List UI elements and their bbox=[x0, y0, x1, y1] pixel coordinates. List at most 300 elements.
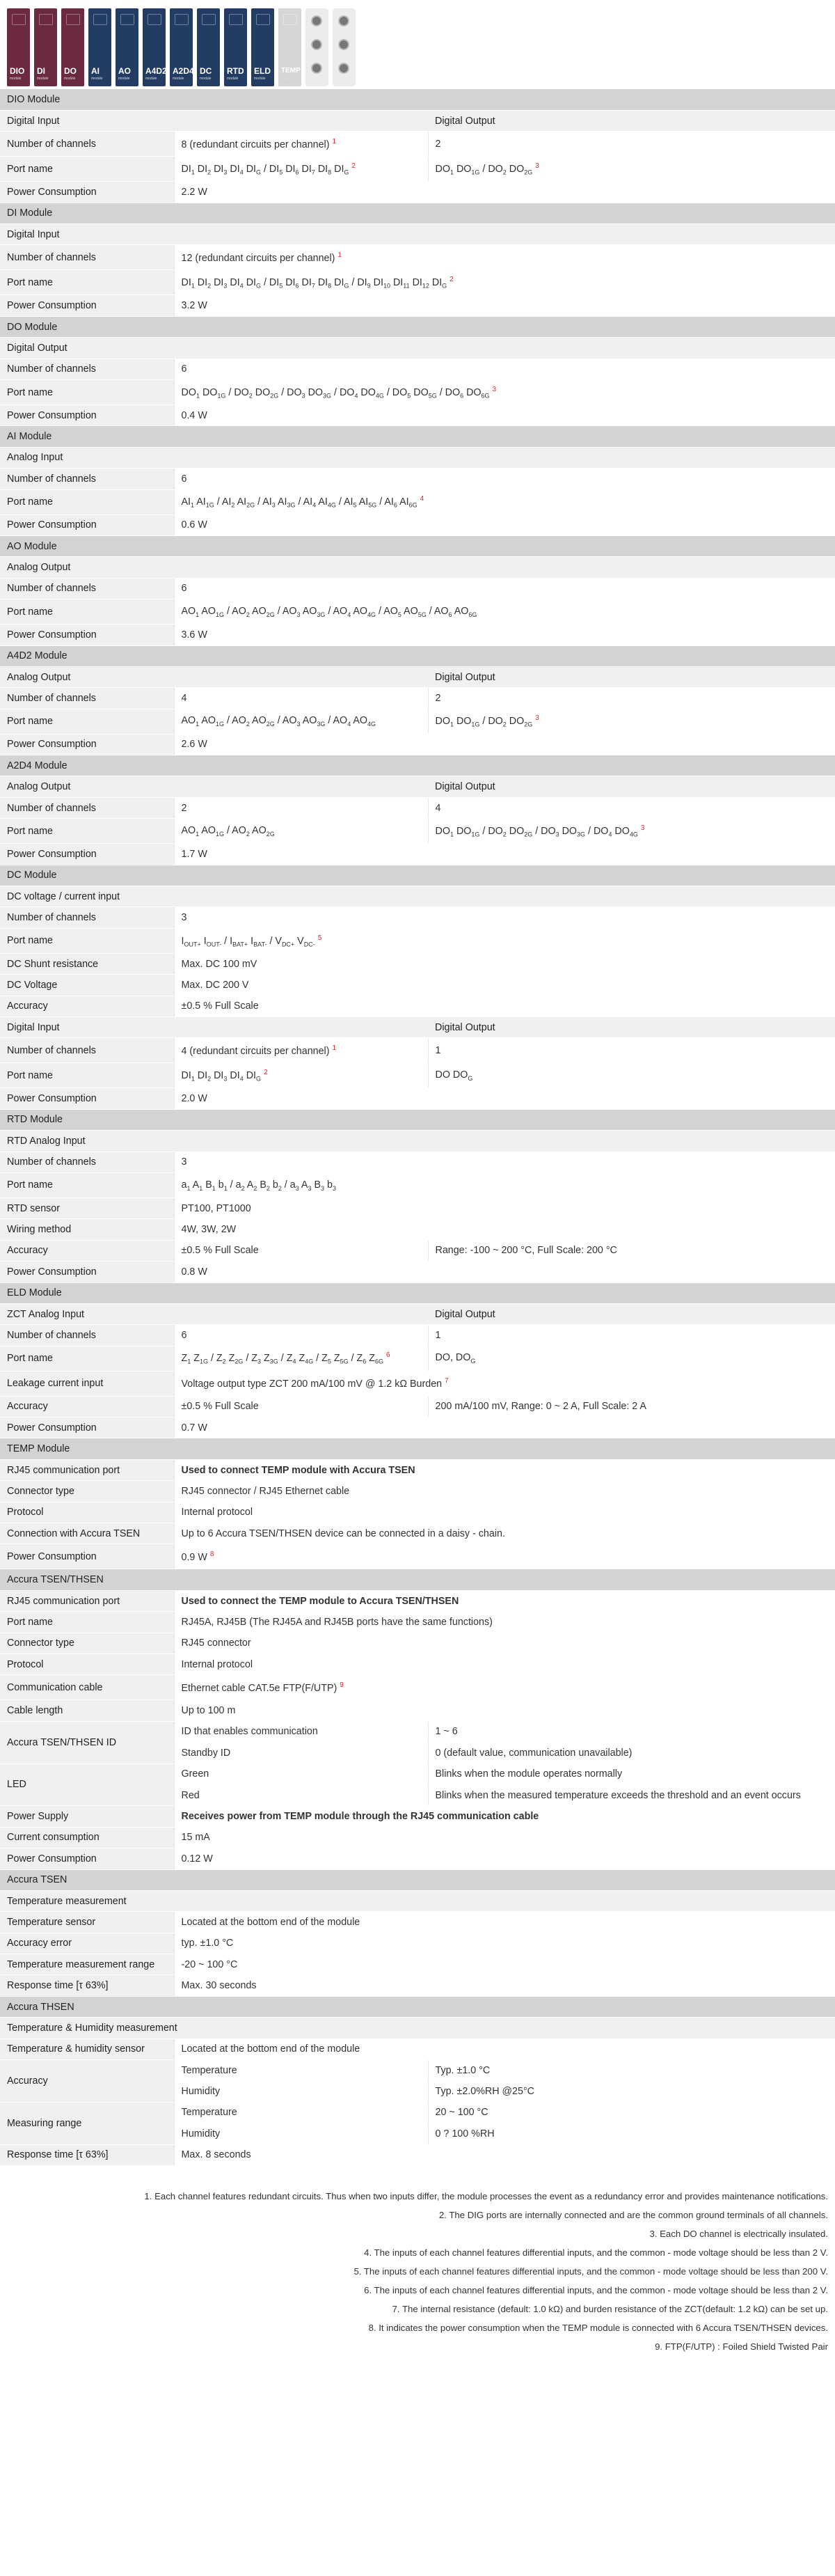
module-image-label: A2D4 bbox=[173, 66, 194, 76]
spec-value: $I_{OUT+}$ $I_{OUT-} / I_{BAT+}$ $I_{BAT-} / V_{DC+}$ $V_{DC-}$ $^5$ bbox=[174, 928, 835, 953]
footnote: 4. The inputs of each channel features differential inputs, and the common - mode voltage should be less than 2 V. bbox=[364, 2247, 828, 2258]
spec-value: Temperature bbox=[174, 2060, 428, 2081]
section-title bbox=[174, 1303, 428, 1324]
spec-label: Accura TSEN/THSEN ID bbox=[0, 1721, 174, 1764]
section-header-row bbox=[0, 557, 835, 578]
spec-label: Number of channels bbox=[0, 1325, 174, 1346]
spec-value: Used to connect TEMP module with Accura TSEN bbox=[174, 1459, 835, 1480]
spec-value: Temperature bbox=[174, 2102, 428, 2123]
spec-value: ID that enables communication bbox=[174, 1721, 428, 1742]
spec-label: Accuracy bbox=[0, 1240, 174, 1261]
spec-value: 0.12 W bbox=[174, 1848, 835, 1869]
spec-label: Response time [τ 63%] bbox=[0, 1975, 174, 1996]
spec-table bbox=[0, 89, 835, 2166]
spec-value: Typ. ±1.0 °C bbox=[428, 2060, 835, 2081]
spec-value: $AO_1$ $AO_{1G} / AO_2$ $AO_{2G} / AO_3$ $AO_{3G} / AO_4$ $AO_{4G} / AO_5$ $AO_{5G} / AO_6$ $AO_{6G}$ bbox=[174, 599, 835, 625]
spec-value: $DI_1$ $DI_2$ $DI_3$ $DI_4$ $DI_G / DI_5$ $DI_6$ $DI_7$ $DI_8$ $DI_G / DI_9$ $DI_{10}$ $DI_{11}$ $DI_{12}$ $DI_G$ $^2$ bbox=[174, 270, 835, 295]
module-connector-icon bbox=[229, 14, 243, 25]
module-image-temp bbox=[278, 8, 301, 86]
spec-value: 6 bbox=[174, 578, 835, 599]
spec-label: Response time [τ 63%] bbox=[0, 2144, 174, 2165]
spec-row bbox=[0, 1590, 835, 1611]
spec-value: Typ. ±2.0%RH @25°C bbox=[428, 2081, 835, 2102]
spec-label: Communication cable bbox=[0, 1675, 174, 1700]
module-title: Accura TSEN bbox=[0, 1869, 835, 1890]
spec-value: 2 bbox=[428, 688, 835, 709]
footnote: 2. The DIG ports are internally connected and are the common ground terminals of all channels. bbox=[438, 2209, 828, 2220]
module-image-ai bbox=[88, 8, 111, 86]
spec-row bbox=[0, 1700, 835, 1721]
spec-row bbox=[0, 380, 835, 405]
spec-label: Number of channels bbox=[0, 578, 174, 599]
spec-row bbox=[0, 734, 835, 755]
spec-value: 2 bbox=[428, 132, 835, 157]
spec-row bbox=[0, 975, 835, 996]
module-image-sublabel: module bbox=[227, 77, 239, 81]
spec-label: Power Consumption bbox=[0, 844, 174, 865]
spec-row bbox=[0, 2039, 835, 2059]
spec-label: Number of channels bbox=[0, 469, 174, 489]
module-connector-icon bbox=[39, 14, 53, 25]
section-title: Digital Input bbox=[0, 224, 835, 245]
spec-label: Number of channels bbox=[0, 245, 174, 270]
module-header-row bbox=[0, 535, 835, 556]
spec-row bbox=[0, 1152, 835, 1172]
spec-label: DC Shunt resistance bbox=[0, 953, 174, 974]
spec-value: 0 ? 100 %RH bbox=[428, 2123, 835, 2144]
section-title: Digital Output bbox=[428, 776, 835, 797]
spec-value: Internal protocol bbox=[174, 1502, 835, 1523]
module-header-row bbox=[0, 426, 835, 447]
spec-label: Cable length bbox=[0, 1700, 174, 1721]
module-image-label: AI bbox=[91, 66, 100, 76]
spec-row bbox=[0, 2144, 835, 2165]
spec-label: Port name bbox=[0, 1612, 174, 1633]
spec-value: 2.2 W bbox=[174, 182, 835, 203]
footnote: 1. Each channel features redundant circuits. Thus when two inputs differ, the module processes the event as a redundancy error and provides maintenance notifications. bbox=[144, 2190, 828, 2201]
footnotes bbox=[0, 2166, 835, 2356]
spec-row bbox=[0, 599, 835, 625]
module-image-label: DO bbox=[64, 66, 77, 76]
spec-row bbox=[0, 1481, 835, 1502]
spec-value: 2.0 W bbox=[174, 1088, 835, 1109]
spec-value: $a_1$ $A_1$ $B_1$ $b_1 / a_2$ $A_2$ $B_2$ $b_2 / a_3$ $A_3$ $B_3$ $b_3$ bbox=[174, 1172, 835, 1197]
sensor-port-icon bbox=[338, 39, 349, 50]
module-image-label: DC bbox=[200, 66, 212, 76]
section-title: Digital Input bbox=[0, 1017, 174, 1038]
spec-label: Power Consumption bbox=[0, 625, 174, 645]
module-image-sublabel: module bbox=[37, 77, 49, 81]
spec-label: Port name bbox=[0, 928, 174, 953]
spec-value: Used to connect the TEMP module to Accura TSEN/THSEN bbox=[174, 1590, 835, 1611]
spec-row bbox=[0, 1396, 835, 1417]
spec-row bbox=[0, 625, 835, 645]
spec-value: $DO_1$ $DO_{1G} / DO_2$ $DO_{2G} / DO_3$ $DO_{3G} / DO_4$ $DO_{4G} / DO_5$ $DO_{5G} / DO_6$ $DO_{6G}$ $^3$ bbox=[174, 380, 835, 405]
module-header-row bbox=[0, 1438, 835, 1459]
spec-value: Located at the bottom end of the module bbox=[174, 1912, 835, 1933]
module-title: A4D2 Module bbox=[0, 645, 835, 666]
section-title: Digital Output bbox=[428, 666, 835, 687]
spec-label: RJ45 communication port bbox=[0, 1590, 174, 1611]
spec-value: 6 bbox=[174, 469, 835, 489]
module-image-ao bbox=[116, 8, 138, 86]
spec-row bbox=[0, 1172, 835, 1197]
spec-label: Number of channels bbox=[0, 797, 174, 818]
section-title: Analog Input bbox=[0, 447, 835, 468]
module-image-label: DIO bbox=[10, 66, 25, 76]
module-header-row bbox=[0, 1569, 835, 1590]
spec-label: Power Consumption bbox=[0, 1544, 174, 1569]
spec-row bbox=[0, 1954, 835, 1975]
spec-value: 200 mA/100 mV, Range: 0 ~ 2 A, Full Scale: 2 A bbox=[428, 1396, 835, 1417]
spec-value: 8 (redundant circuits per channel) $^1$ bbox=[174, 132, 428, 157]
module-image-sublabel: module bbox=[281, 77, 293, 81]
spec-row bbox=[0, 2102, 835, 2123]
spec-label: Power Consumption bbox=[0, 515, 174, 535]
spec-row bbox=[0, 295, 835, 316]
spec-label: Protocol bbox=[0, 1654, 174, 1674]
spec-value: DO $DO_G$ bbox=[428, 1063, 835, 1088]
spec-value: ±0.5 % Full Scale bbox=[174, 1396, 428, 1417]
spec-label: Power Consumption bbox=[0, 1088, 174, 1109]
module-header-row bbox=[0, 645, 835, 666]
section-header-row bbox=[0, 2018, 835, 2039]
spec-row bbox=[0, 1975, 835, 1996]
spec-row bbox=[0, 1654, 835, 1674]
spec-row bbox=[0, 928, 835, 953]
module-title: DI Module bbox=[0, 203, 835, 223]
module-image-do bbox=[61, 8, 84, 86]
spec-row bbox=[0, 819, 835, 844]
spec-row bbox=[0, 996, 835, 1016]
spec-row bbox=[0, 1502, 835, 1523]
spec-label: Port name bbox=[0, 599, 174, 625]
spec-row bbox=[0, 709, 835, 734]
footnote: 8. It indicates the power consumption when the TEMP module is connected with 6 Accura TSEN/THSEN devices. bbox=[368, 2322, 828, 2333]
module-header-row bbox=[0, 1109, 835, 1130]
module-image-eld bbox=[251, 8, 274, 86]
module-header-row bbox=[0, 1996, 835, 2017]
spec-label: Power Consumption bbox=[0, 1848, 174, 1869]
spec-value: 0 (default value, communication unavailable) bbox=[428, 1743, 835, 1764]
module-image-label: ELD bbox=[254, 66, 271, 76]
spec-label: Number of channels bbox=[0, 132, 174, 157]
spec-value: 12 (redundant circuits per channel) $^1$ bbox=[174, 245, 835, 270]
spec-row bbox=[0, 1848, 835, 1869]
spec-value: 3 bbox=[174, 907, 835, 928]
spec-value: Located at the bottom end of the module bbox=[174, 2039, 835, 2059]
spec-label: Temperature measurement range bbox=[0, 1954, 174, 1975]
spec-row bbox=[0, 1675, 835, 1700]
module-image-a2d4 bbox=[170, 8, 193, 86]
spec-row bbox=[0, 157, 835, 182]
spec-row bbox=[0, 270, 835, 295]
spec-row bbox=[0, 405, 835, 426]
spec-value: 3.6 W bbox=[174, 625, 835, 645]
spec-label: Port name bbox=[0, 157, 174, 182]
spec-row bbox=[0, 1346, 835, 1371]
module-header-row bbox=[0, 865, 835, 886]
spec-label: RTD sensor bbox=[0, 1197, 174, 1218]
spec-label: Power Consumption bbox=[0, 295, 174, 316]
section-header-row bbox=[0, 666, 835, 687]
footnote: 6. The inputs of each channel features differential inputs, and the common - mode voltage should be less than 2 V. bbox=[364, 2284, 828, 2295]
module-image-dc bbox=[197, 8, 220, 86]
section-header-row bbox=[0, 447, 835, 468]
spec-row bbox=[0, 1063, 835, 1088]
section-title: Analog Output bbox=[0, 666, 174, 687]
spec-row bbox=[0, 1544, 835, 1569]
module-connector-icon bbox=[120, 14, 134, 25]
section-header-row bbox=[0, 1131, 835, 1152]
spec-row bbox=[0, 1219, 835, 1240]
module-title: DC Module bbox=[0, 865, 835, 886]
spec-value: Ethernet cable CAT.5e FTP(F/UTP) $^9$ bbox=[174, 1675, 835, 1700]
section-title: Digital Output bbox=[428, 110, 835, 131]
spec-row bbox=[0, 1262, 835, 1282]
spec-value: Max. 8 seconds bbox=[174, 2144, 835, 2165]
spec-row bbox=[0, 1417, 835, 1438]
spec-row bbox=[0, 578, 835, 599]
section-title: Digital Output bbox=[0, 338, 835, 359]
sensor-port-icon bbox=[338, 15, 349, 26]
footnote: 3. Each DO channel is electrically insulated. bbox=[649, 2228, 828, 2239]
sensor-port-icon bbox=[311, 39, 322, 50]
module-title: RTD Module bbox=[0, 1109, 835, 1130]
module-connector-icon bbox=[175, 14, 189, 25]
spec-value: 0.9 W $^8$ bbox=[174, 1544, 835, 1569]
spec-value: Max. DC 200 V bbox=[174, 975, 835, 996]
spec-value: Standby ID bbox=[174, 1743, 428, 1764]
spec-row bbox=[0, 132, 835, 157]
spec-value: 1 bbox=[428, 1325, 835, 1346]
module-title: Accura THSEN bbox=[0, 1996, 835, 2017]
spec-value: Up to 100 m bbox=[174, 1700, 835, 1721]
spec-value: $AO_1$ $AO_{1G} / AO_2$ $AO_{2G} / AO_3$ $AO_{3G} / AO_4$ $AO_{4G}$ bbox=[174, 709, 428, 734]
spec-row bbox=[0, 797, 835, 818]
module-header-row bbox=[0, 755, 835, 776]
spec-label: Temperature sensor bbox=[0, 1912, 174, 1933]
spec-row bbox=[0, 1197, 835, 1218]
spec-value: Receives power from TEMP module through the RJ45 communication cable bbox=[174, 1806, 835, 1827]
section-title: RTD Analog Input bbox=[0, 1131, 835, 1152]
spec-label: Power Consumption bbox=[0, 1262, 174, 1282]
spec-label: Port name bbox=[0, 380, 174, 405]
spec-value: 1 bbox=[428, 1038, 835, 1063]
module-image-rtd bbox=[224, 8, 247, 86]
section-title: DC voltage / current input bbox=[0, 886, 835, 907]
module-image-a4d2 bbox=[143, 8, 166, 86]
spec-row bbox=[0, 844, 835, 865]
module-header-row bbox=[0, 316, 835, 337]
module-image-sublabel: module bbox=[10, 77, 22, 81]
spec-value: 1 ~ 6 bbox=[428, 1721, 835, 1742]
module-connector-icon bbox=[93, 14, 107, 25]
spec-value: $DI_1$ $DI_2$ $DI_3$ $DI_4$ $DI_G / DI_5$ $DI_6$ $DI_7$ $DI_8$ $DI_G$ $^2$ bbox=[174, 157, 428, 182]
spec-value: $AI_1$ $AI_{1G} / AI_2$ $AI_{2G} / AI_3$ $AI_{3G} / AI_4$ $AI_{4G} / AI_5$ $AI_{5G} / AI_6$ $AI_{6G}$ $^4$ bbox=[174, 489, 835, 515]
spec-label: Leakage current input bbox=[0, 1371, 174, 1396]
spec-value: 4W, 3W, 2W bbox=[174, 1219, 835, 1240]
spec-row bbox=[0, 907, 835, 928]
module-image-sublabel: module bbox=[118, 77, 130, 81]
module-image-sublabel: module bbox=[91, 77, 103, 81]
spec-value: 3.2 W bbox=[174, 295, 835, 316]
module-image-sublabel: module bbox=[254, 77, 266, 81]
module-image-label: DI bbox=[37, 66, 45, 76]
module-image-strip bbox=[0, 0, 835, 89]
footnote: 5. The inputs of each channel features differential inputs, and the common - mode voltage should be less than 200 V. bbox=[353, 2265, 828, 2277]
spec-row bbox=[0, 245, 835, 270]
module-title: AO Module bbox=[0, 535, 835, 556]
spec-label: Port name bbox=[0, 270, 174, 295]
module-image-label: TEMP bbox=[281, 67, 301, 74]
section-title bbox=[174, 110, 428, 131]
spec-row bbox=[0, 1912, 835, 1933]
spec-value: 0.7 W bbox=[174, 1417, 835, 1438]
section-title: ZCT Analog Input bbox=[0, 1303, 174, 1324]
module-image-label: AO bbox=[118, 66, 131, 76]
spec-value: 6 bbox=[174, 1325, 428, 1346]
spec-label: Port name bbox=[0, 1063, 174, 1088]
spec-row bbox=[0, 1612, 835, 1633]
section-title: Digital Input bbox=[0, 110, 174, 131]
module-image-label: RTD bbox=[227, 66, 244, 76]
section-title: Temperature & Humidity measurement bbox=[0, 2018, 835, 2039]
section-header-row bbox=[0, 776, 835, 797]
spec-row bbox=[0, 1721, 835, 1742]
module-connector-icon bbox=[148, 14, 161, 25]
module-image-sublabel: module bbox=[200, 77, 212, 81]
sensor-port-icon bbox=[311, 15, 322, 26]
section-header-row bbox=[0, 224, 835, 245]
spec-label: Power Consumption bbox=[0, 405, 174, 426]
spec-row bbox=[0, 1806, 835, 1827]
module-title: DIO Module bbox=[0, 89, 835, 110]
spec-row bbox=[0, 515, 835, 535]
module-title: A2D4 Module bbox=[0, 755, 835, 776]
section-header-row bbox=[0, 886, 835, 907]
spec-value: typ. ±1.0 °C bbox=[174, 1933, 835, 1954]
spec-value: 2.6 W bbox=[174, 734, 835, 755]
spec-value: 6 bbox=[174, 359, 835, 379]
spec-value: $DO_1$ $DO_{1G} / DO_2$ $DO_{2G} / DO_3$ $DO_{3G} / DO_4$ $DO_{4G}$ $^3$ bbox=[428, 819, 835, 844]
spec-label: Power Consumption bbox=[0, 182, 174, 203]
spec-label: Port name bbox=[0, 819, 174, 844]
spec-row bbox=[0, 1088, 835, 1109]
spec-label: Number of channels bbox=[0, 907, 174, 928]
spec-label: Number of channels bbox=[0, 359, 174, 379]
module-connector-icon bbox=[202, 14, 216, 25]
spec-label: LED bbox=[0, 1764, 174, 1806]
spec-value: Max. 30 seconds bbox=[174, 1975, 835, 1996]
section-title: Digital Output bbox=[428, 1017, 835, 1038]
spec-label: Accuracy bbox=[0, 996, 174, 1016]
spec-label: Power Consumption bbox=[0, 1417, 174, 1438]
spec-row bbox=[0, 489, 835, 515]
tsen-sensor-image bbox=[305, 8, 328, 86]
spec-value: 4 bbox=[174, 688, 428, 709]
spec-row bbox=[0, 182, 835, 203]
spec-value: Blinks when the module operates normally bbox=[428, 1764, 835, 1784]
spec-label: Number of channels bbox=[0, 1152, 174, 1172]
spec-value: -20 ~ 100 °C bbox=[174, 1954, 835, 1975]
section-title: Analog Output bbox=[0, 557, 835, 578]
spec-label: Number of channels bbox=[0, 688, 174, 709]
spec-row bbox=[0, 1459, 835, 1480]
spec-value: Internal protocol bbox=[174, 1654, 835, 1674]
footnote: 7. The internal resistance (default: 1.0 kΩ) and burden resistance of the ZCT(default: 1.2 kΩ) can be set up. bbox=[392, 2303, 828, 2314]
spec-value: 4 (redundant circuits per channel) $^1$ bbox=[174, 1038, 428, 1063]
section-title: Analog Output bbox=[0, 776, 174, 797]
spec-value: Voltage output type ZCT 200 mA/100 mV @ 1.2 kΩ Burden $^7$ bbox=[174, 1371, 835, 1396]
spec-label: Port name bbox=[0, 1346, 174, 1371]
spec-row bbox=[0, 1933, 835, 1954]
module-image-dio bbox=[7, 8, 30, 86]
spec-label: Power Consumption bbox=[0, 734, 174, 755]
spec-label: RJ45 communication port bbox=[0, 1459, 174, 1480]
spec-value: 4 bbox=[428, 797, 835, 818]
spec-row bbox=[0, 688, 835, 709]
module-connector-icon bbox=[256, 14, 270, 25]
spec-table-body bbox=[0, 89, 835, 2165]
module-header-row bbox=[0, 203, 835, 223]
spec-label: Accuracy bbox=[0, 2060, 174, 2103]
spec-value: RJ45A, RJ45B (The RJ45A and RJ45B ports have the same functions) bbox=[174, 1612, 835, 1633]
spec-row bbox=[0, 953, 835, 974]
spec-label: Number of channels bbox=[0, 1038, 174, 1063]
spec-value: Up to 6 Accura TSEN/THSEN device can be connected in a daisy - chain. bbox=[174, 1523, 835, 1544]
spec-label: Connection with Accura TSEN bbox=[0, 1523, 174, 1544]
spec-value: 0.4 W bbox=[174, 405, 835, 426]
spec-label: DC Voltage bbox=[0, 975, 174, 996]
spec-value: 20 ~ 100 °C bbox=[428, 2102, 835, 2123]
section-title: Digital Output bbox=[428, 1303, 835, 1324]
spec-value: DO, $DO_G$ bbox=[428, 1346, 835, 1371]
section-header-row bbox=[0, 1017, 835, 1038]
spec-value: Red bbox=[174, 1784, 428, 1805]
spec-value: ±0.5 % Full Scale bbox=[174, 996, 835, 1016]
sensor-port-icon bbox=[338, 63, 349, 74]
section-header-row bbox=[0, 1890, 835, 1911]
spec-label: Accuracy bbox=[0, 1396, 174, 1417]
spec-value: Humidity bbox=[174, 2081, 428, 2102]
module-connector-icon bbox=[12, 14, 26, 25]
module-connector-icon bbox=[66, 14, 80, 25]
spec-row bbox=[0, 1371, 835, 1396]
spec-value: 15 mA bbox=[174, 1827, 835, 1848]
module-image-sublabel: module bbox=[173, 77, 184, 81]
section-title: Temperature measurement bbox=[0, 1890, 835, 1911]
spec-row bbox=[0, 2060, 835, 2081]
spec-row bbox=[0, 1038, 835, 1063]
spec-value: 0.8 W bbox=[174, 1262, 835, 1282]
module-image-sublabel: module bbox=[64, 77, 76, 81]
spec-value: $AO_1$ $AO_{1G} / AO_2$ $AO_{2G}$ bbox=[174, 819, 428, 844]
sensor-port-icon bbox=[311, 63, 322, 74]
spec-value: RJ45 connector / RJ45 Ethernet cable bbox=[174, 1481, 835, 1502]
spec-label: Connector type bbox=[0, 1481, 174, 1502]
spec-value: $DI_1$ $DI_2$ $DI_3$ $DI_4$ $DI_G$ $^2$ bbox=[174, 1063, 428, 1088]
spec-label: Measuring range bbox=[0, 2102, 174, 2144]
spec-label: Accuracy error bbox=[0, 1933, 174, 1954]
spec-label: Port name bbox=[0, 709, 174, 734]
spec-label: Port name bbox=[0, 1172, 174, 1197]
section-title bbox=[174, 666, 428, 687]
module-title: ELD Module bbox=[0, 1282, 835, 1303]
spec-label: Temperature & humidity sensor bbox=[0, 2039, 174, 2059]
module-connector-icon bbox=[283, 14, 297, 25]
module-header-row bbox=[0, 1282, 835, 1303]
